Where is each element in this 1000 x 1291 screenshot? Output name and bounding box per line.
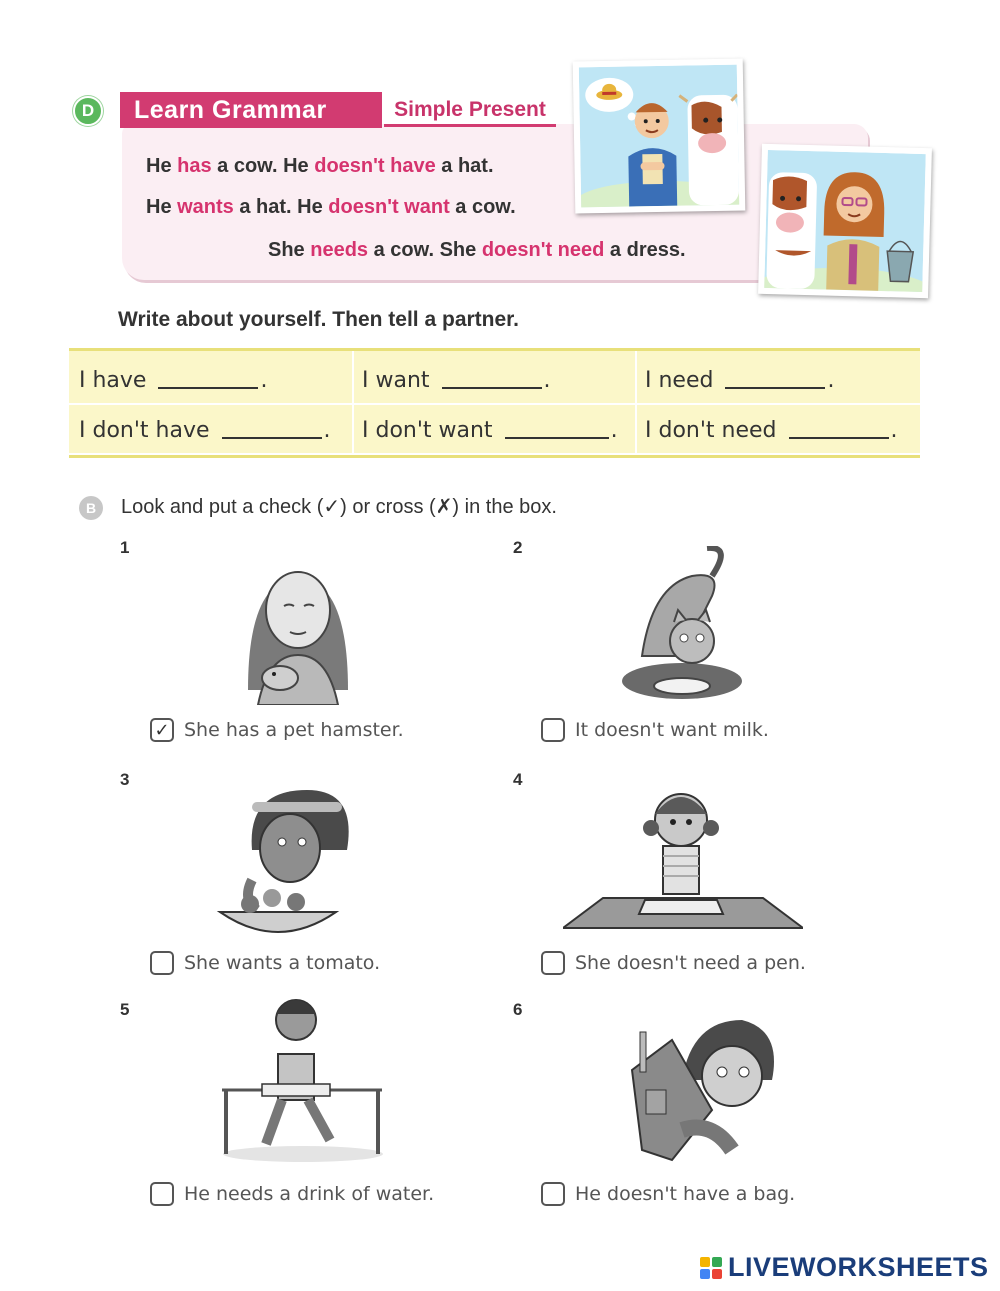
- item-caption: He doesn't have a bag.: [541, 1182, 795, 1206]
- blank-input-dont-have[interactable]: [222, 421, 322, 439]
- checkbox-4[interactable]: [541, 951, 565, 975]
- checkbox-6[interactable]: [541, 1182, 565, 1206]
- table-cell: I don't have .: [79, 417, 331, 443]
- cat-milk-illustration: [612, 546, 752, 711]
- blank-input-have[interactable]: [158, 371, 258, 389]
- table-row: [69, 405, 920, 455]
- grammar-line-1: He has a cow. He doesn't have a hat.: [146, 155, 494, 177]
- check-instruction: Look and put a check (✓) or cross (✗) in the box.: [121, 496, 557, 518]
- item-caption: He needs a drink of water.: [150, 1182, 434, 1206]
- item-caption: ✓ She has a pet hamster.: [150, 718, 404, 742]
- table-cell: I need .: [645, 367, 835, 393]
- table-row: [69, 355, 920, 405]
- checkbox-1[interactable]: ✓: [150, 718, 174, 742]
- item-caption: She doesn't need a pen.: [541, 951, 806, 975]
- blank-input-want[interactable]: [442, 371, 542, 389]
- simple-present-subtitle: Simple Present: [384, 95, 556, 127]
- girl-book-illustration: [563, 780, 803, 935]
- learn-grammar-title: Learn Grammar: [120, 92, 382, 128]
- girl-hamster-illustration: [218, 540, 378, 710]
- logo-icon: [700, 1257, 722, 1279]
- item-number: 2: [513, 538, 523, 557]
- checkbox-5[interactable]: [150, 1182, 174, 1206]
- grammar-line-3: She needs a cow. She doesn't need a dress.: [268, 239, 686, 261]
- item-number: 4: [513, 770, 523, 789]
- item-caption: She wants a tomato.: [150, 951, 380, 975]
- item-number: 1: [120, 538, 130, 557]
- table-cell: I don't need .: [645, 417, 898, 443]
- item-number: 3: [120, 770, 130, 789]
- item-caption: It doesn't want milk.: [541, 718, 769, 742]
- item-number: 6: [513, 1000, 523, 1019]
- write-table: [69, 348, 920, 458]
- item-number: 5: [120, 1000, 130, 1019]
- blank-input-need[interactable]: [725, 371, 825, 389]
- woman-cow-illustration: [758, 144, 932, 298]
- checkbox-3[interactable]: [150, 951, 174, 975]
- boy-running-illustration: [218, 994, 388, 1169]
- section-b-badge: B: [79, 496, 103, 520]
- girl-tomato-illustration: [212, 780, 362, 945]
- boy-backpack-illustration: [612, 1010, 792, 1175]
- table-cell: I want .: [362, 367, 551, 393]
- table-cell: I don't want .: [362, 417, 618, 443]
- write-instruction: Write about yourself. Then tell a partner.: [118, 308, 520, 331]
- liveworksheets-logo: [700, 1252, 989, 1283]
- blank-input-dont-want[interactable]: [505, 421, 609, 439]
- section-d-badge: D: [73, 96, 103, 126]
- table-cell: I have .: [79, 367, 268, 393]
- farmer-cow-illustration: [573, 59, 746, 214]
- logo-text: LIVEWORKSHEETS: [728, 1252, 989, 1282]
- checkbox-2[interactable]: [541, 718, 565, 742]
- blank-input-dont-need[interactable]: [789, 421, 889, 439]
- grammar-line-2: He wants a hat. He doesn't want a cow.: [146, 196, 516, 218]
